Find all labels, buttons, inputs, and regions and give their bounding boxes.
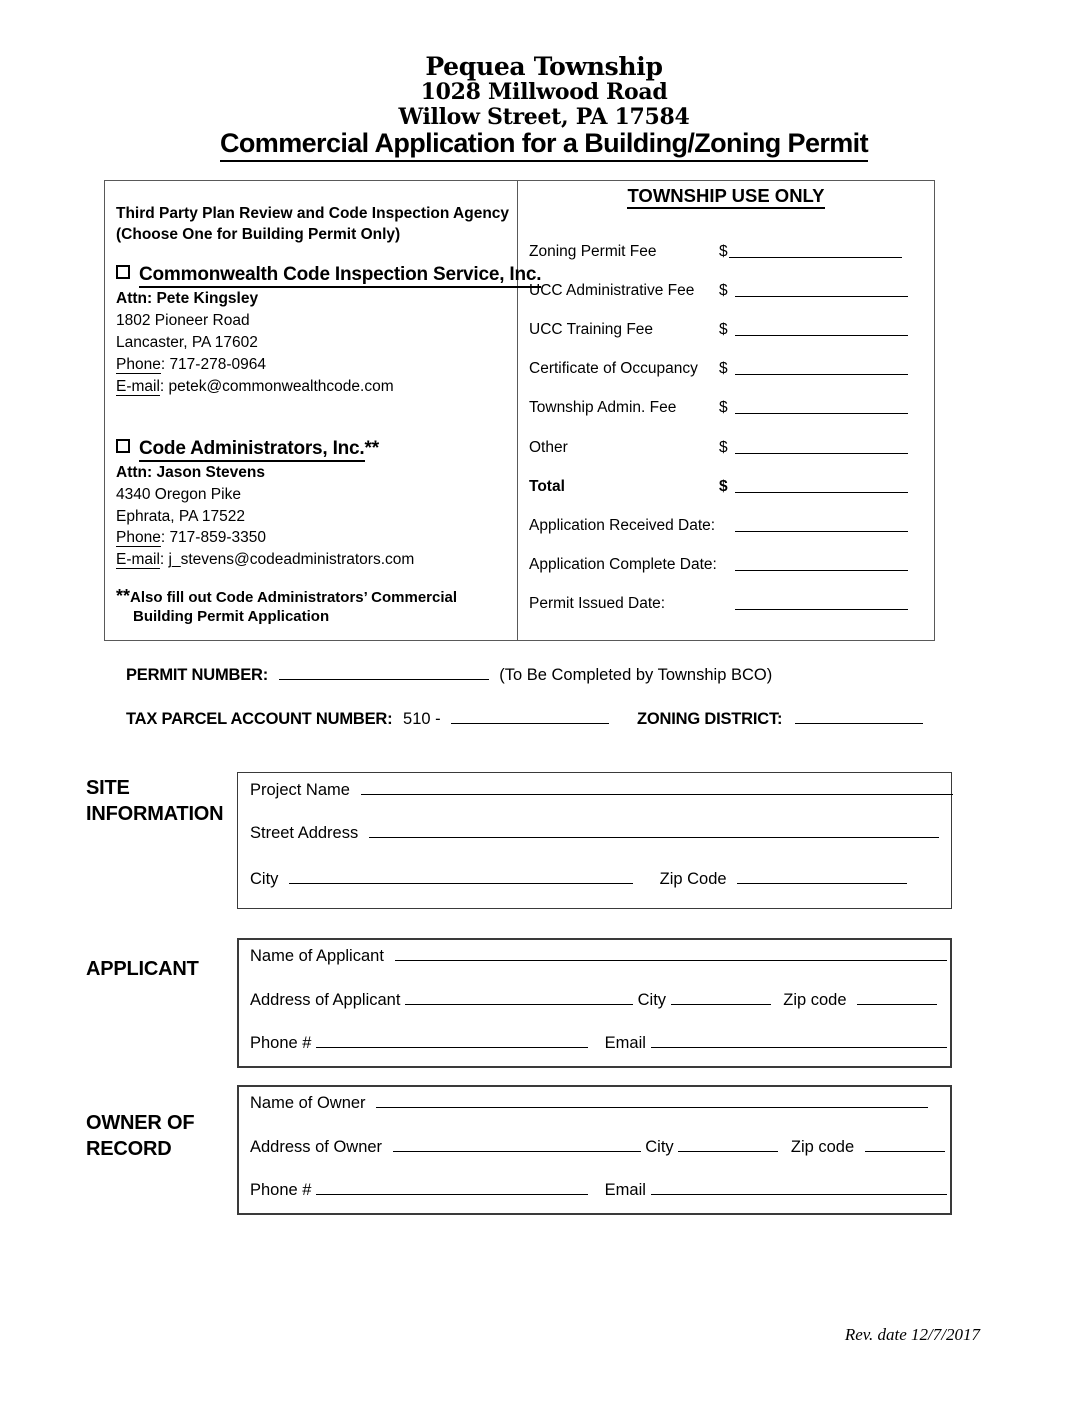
township-street-address: 1028 Millwood Road bbox=[420, 79, 668, 105]
agency-1-phone-label: Phone bbox=[116, 356, 161, 373]
agency-1-city: Lancaster, PA 17602 bbox=[116, 334, 258, 351]
field-input-zip[interactable] bbox=[857, 1004, 937, 1005]
agency-2-row[interactable] bbox=[116, 436, 379, 463]
agency-2-street: 4340 Oregon Pike bbox=[116, 486, 241, 503]
fee-row-township-admin bbox=[529, 399, 929, 417]
date-input-line[interactable] bbox=[735, 531, 908, 532]
field-label-zip: Zip Code bbox=[659, 870, 727, 888]
top-box-divider bbox=[517, 180, 518, 641]
fee-label: UCC Training Fee bbox=[529, 321, 654, 338]
unchecked-checkbox-icon[interactable] bbox=[116, 265, 130, 279]
agency-2-phone-label: Phone bbox=[116, 529, 161, 546]
field-label-email: Email bbox=[604, 1181, 646, 1199]
agency-1-email-label: E-mail bbox=[116, 378, 160, 395]
section-title-applicant: APPLICANT bbox=[86, 958, 199, 980]
township-use-title: TOWNSHIP USE ONLY bbox=[517, 185, 935, 207]
fee-input-line[interactable] bbox=[735, 492, 908, 493]
agency-1-attn: Attn: Pete Kingsley bbox=[116, 290, 259, 307]
date-row-application-received bbox=[529, 517, 929, 535]
section-title-owner-of-record: OWNER OF RECORD bbox=[86, 1112, 195, 1161]
fee-currency-symbol: $ bbox=[719, 478, 728, 495]
field-label: Name of Owner bbox=[250, 1094, 366, 1112]
zoning-district-input[interactable] bbox=[795, 723, 923, 724]
field-label: Address of Owner bbox=[250, 1138, 383, 1156]
footnote-line1: **Also fill out Code Administrators’ Commercial bbox=[116, 586, 458, 606]
agency-1-street: 1802 Pioneer Road bbox=[116, 312, 250, 329]
date-label: Application Received Date: bbox=[529, 517, 716, 534]
fee-currency-symbol: $ bbox=[719, 321, 728, 338]
field-label-phone: Phone # bbox=[250, 1181, 312, 1199]
agency-1-phone-row bbox=[116, 354, 266, 376]
agency-2-name-suffix: ** bbox=[364, 438, 379, 459]
zoning-district-row bbox=[637, 710, 923, 729]
fee-row-total bbox=[529, 478, 929, 496]
field-label-city: City bbox=[637, 991, 667, 1009]
fee-row-other bbox=[529, 439, 929, 457]
field-input-email[interactable] bbox=[651, 1047, 947, 1048]
field-city-zip bbox=[250, 870, 907, 889]
township-city-state-zip: Willow Street, PA 17584 bbox=[398, 104, 690, 130]
agency-1-email-row bbox=[116, 376, 394, 398]
fee-input-line[interactable] bbox=[729, 257, 902, 258]
section-title-site-information: SITE INFORMATION bbox=[86, 777, 224, 826]
field-label-email: Email bbox=[604, 1034, 646, 1052]
date-input-line[interactable] bbox=[735, 570, 908, 571]
field-name-of-owner bbox=[250, 1094, 928, 1113]
tax-parcel-row bbox=[126, 710, 609, 729]
agency-2-attn: Attn: Jason Stevens bbox=[116, 464, 266, 481]
fee-row-ucc-training bbox=[529, 321, 929, 339]
fee-input-line[interactable] bbox=[735, 296, 908, 297]
date-label: Permit Issued Date: bbox=[529, 595, 666, 612]
agency-1-phone-value: : 717-278-0964 bbox=[160, 356, 266, 373]
township-name: Pequea Township bbox=[425, 52, 663, 81]
field-label-zip: Zip code bbox=[790, 1138, 855, 1156]
agency-2-city: Ephrata, PA 17522 bbox=[116, 508, 245, 525]
field-address-of-owner bbox=[250, 1138, 945, 1157]
fee-row-certificate-of-occupancy bbox=[529, 360, 929, 378]
fee-input-line[interactable] bbox=[735, 453, 908, 454]
fee-label: Zoning Permit Fee bbox=[529, 243, 657, 260]
field-street-address bbox=[250, 824, 939, 843]
zoning-district-label: ZONING DISTRICT: bbox=[637, 710, 783, 728]
tax-parcel-label: TAX PARCEL ACCOUNT NUMBER: bbox=[126, 710, 393, 728]
field-name-of-applicant bbox=[250, 947, 947, 966]
field-input[interactable] bbox=[376, 1107, 928, 1108]
agency-1-email-value: : petek@commonwealthcode.com bbox=[159, 378, 394, 395]
permit-number-row bbox=[126, 666, 772, 685]
agency-2-phone-row bbox=[116, 527, 266, 549]
field-input[interactable] bbox=[369, 837, 939, 838]
field-input-city[interactable] bbox=[671, 1004, 771, 1005]
agency-2-name: Code Administrators, Inc.** bbox=[139, 436, 379, 463]
date-row-application-complete bbox=[529, 556, 929, 574]
fee-currency-symbol: $ bbox=[719, 282, 728, 299]
field-input-address[interactable] bbox=[405, 1004, 633, 1005]
agency-2-phone-value: : 717-859-3350 bbox=[160, 529, 266, 546]
page-title-text: Commercial Application for a Building/Zoning Permit bbox=[220, 128, 868, 162]
field-input-phone[interactable] bbox=[316, 1047, 588, 1048]
tax-parcel-prefix: 510 - bbox=[403, 710, 441, 728]
date-label: Application Complete Date: bbox=[529, 556, 717, 573]
footnote-marker: ** bbox=[116, 586, 131, 606]
agency-1-name: Commonwealth Code Inspection Service, Inc. bbox=[139, 262, 541, 289]
third-party-heading-line2: (Choose One for Building Permit Only) bbox=[116, 226, 401, 243]
fee-label: Certificate of Occupancy bbox=[529, 360, 698, 377]
fee-currency-symbol: $ bbox=[719, 243, 728, 260]
field-label-phone: Phone # bbox=[250, 1034, 312, 1052]
field-input-phone[interactable] bbox=[316, 1194, 588, 1195]
permit-number-label: PERMIT NUMBER: bbox=[126, 666, 269, 684]
fee-row-ucc-administrative bbox=[529, 282, 929, 300]
field-input[interactable] bbox=[361, 794, 953, 795]
agency-2-email-label: E-mail bbox=[116, 551, 160, 568]
fee-currency-symbol: $ bbox=[719, 360, 728, 377]
unchecked-checkbox-icon[interactable] bbox=[116, 439, 130, 453]
field-label: Name of Applicant bbox=[250, 947, 384, 965]
agency-2-email-row bbox=[116, 549, 414, 571]
field-label: City bbox=[250, 870, 279, 888]
permit-number-note: (To Be Completed by Township BCO) bbox=[499, 666, 773, 684]
field-label-zip: Zip code bbox=[783, 991, 847, 1009]
fee-input-line[interactable] bbox=[735, 335, 908, 336]
fee-currency-symbol: $ bbox=[719, 439, 728, 456]
date-row-permit-issued bbox=[529, 595, 929, 613]
fee-currency-symbol: $ bbox=[719, 399, 728, 416]
field-applicant-phone-email bbox=[250, 1034, 947, 1053]
field-label: Project Name bbox=[250, 781, 350, 799]
page-title bbox=[0, 128, 1088, 159]
field-label: Street Address bbox=[250, 824, 359, 842]
field-input-email[interactable] bbox=[651, 1194, 947, 1195]
footnote-line2: Building Permit Application bbox=[133, 608, 330, 625]
fee-label: Other bbox=[529, 439, 568, 456]
field-input-city[interactable] bbox=[678, 1151, 778, 1152]
fee-row-zoning-permit bbox=[529, 243, 929, 261]
tax-parcel-input[interactable] bbox=[451, 723, 609, 724]
permit-number-input[interactable] bbox=[279, 679, 489, 680]
field-project-name bbox=[250, 781, 953, 800]
field-input-city[interactable] bbox=[289, 883, 633, 884]
fee-label: Total bbox=[529, 478, 565, 495]
date-input-line[interactable] bbox=[735, 609, 908, 610]
field-label: Address of Applicant bbox=[250, 991, 401, 1009]
fee-input-line[interactable] bbox=[735, 413, 908, 414]
third-party-heading-line1: Third Party Plan Review and Code Inspection Agency bbox=[116, 205, 510, 222]
field-owner-phone-email bbox=[250, 1181, 947, 1200]
field-input-zip[interactable] bbox=[737, 883, 907, 884]
agency-2-email-value: : j_stevens@codeadministrators.com bbox=[159, 551, 415, 568]
field-label-city: City bbox=[645, 1138, 674, 1156]
field-input-address[interactable] bbox=[393, 1151, 641, 1152]
fee-label: Township Admin. Fee bbox=[529, 399, 677, 416]
revision-date: Rev. date 12/7/2017 bbox=[844, 1325, 980, 1344]
fee-input-line[interactable] bbox=[735, 374, 908, 375]
fee-label: UCC Administrative Fee bbox=[529, 282, 695, 299]
field-address-of-applicant bbox=[250, 991, 937, 1010]
field-input[interactable] bbox=[395, 960, 947, 961]
field-input-zip[interactable] bbox=[865, 1151, 945, 1152]
agency-1-row[interactable] bbox=[116, 262, 541, 289]
